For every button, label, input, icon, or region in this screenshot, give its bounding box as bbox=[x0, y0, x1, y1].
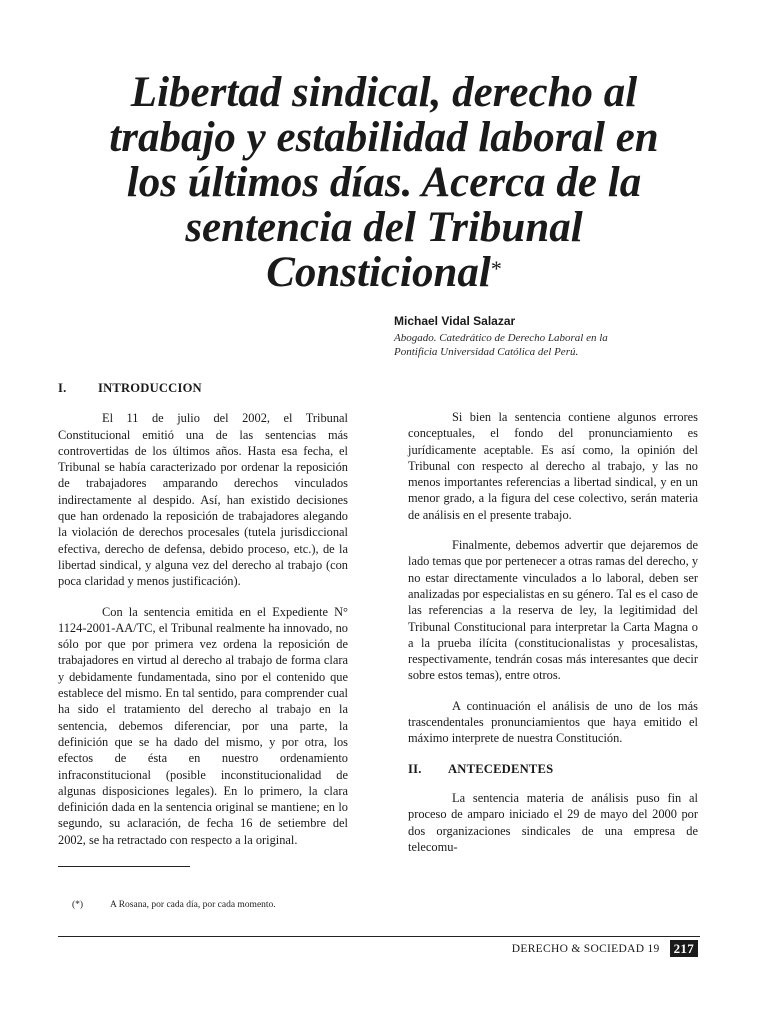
author-block bbox=[394, 314, 724, 359]
article-title bbox=[50, 70, 718, 295]
title-line-text: Consticional bbox=[266, 249, 491, 296]
paragraph: El 11 de julio del 2002, el Tribunal Constitucional emitió una de las sentencias más controvertidas de los últimos años. Hasta esa fecha, el Tribunal se había caracterizado por ordenar la reposición de trabajadores amparando derechos vinculados indirectamente al despido. Así, han existido decisiones que han ordenado la reposición de trabajadores alegando la violación de derechos procesales (tutela jurisdiccional efectiva, derecho de defensa, debido proceso, etc.), de la libertad sindical, y alguna vez del derecho al trabajo (con poca claridad y menos justificación). bbox=[58, 411, 348, 589]
page-footer bbox=[512, 940, 698, 957]
footnote-text: A Rosana, por cada día, por cada momento. bbox=[110, 900, 276, 910]
title-line: trabajo y estabilidad laboral en bbox=[109, 114, 659, 161]
page-number: 217 bbox=[670, 940, 698, 957]
author-name: Michael Vidal Salazar bbox=[394, 314, 516, 328]
paragraph: La sentencia materia de análisis puso fin al proceso de amparo iniciado el 29 de mayo del 2000 por dos organizaciones sindicales de una empresa de telecomu- bbox=[408, 790, 698, 854]
right-column bbox=[408, 409, 698, 869]
section-heading-antecedentes bbox=[408, 761, 698, 777]
paragraph: Si bien la sentencia contiene algunos errores conceptuales, el fondo del pronunciamiento es jurídicamente aceptable. Es así como, la opinión del Tribunal con respecto al derecho al trabajo, y las no menos importantes referencias a libertad sindical, y en un menor grado, a la figura del cese colectivo, serán materia de análisis en el presente trabajo. bbox=[408, 410, 698, 522]
title-footnote-mark: * bbox=[490, 256, 502, 281]
paragraph: A continuación el análisis de uno de los más trascendentales pronunciamientos que haya emitido el máximo interprete de nuestra Constitución. bbox=[408, 698, 698, 746]
footnote bbox=[72, 900, 276, 910]
footer-divider bbox=[58, 936, 700, 937]
title-line-last bbox=[50, 250, 718, 295]
section-heading-intro bbox=[58, 380, 348, 396]
section-title: ANTECEDENTES bbox=[448, 761, 554, 776]
affiliation-line: Pontificia Universidad Católica del Perú. bbox=[394, 346, 579, 358]
footnote-mark: (*) bbox=[72, 900, 84, 910]
journal-name: DERECHO & SOCIEDAD 19 bbox=[511, 942, 660, 955]
title-line: sentencia del Tribunal bbox=[185, 204, 583, 251]
section-number: II. bbox=[408, 761, 422, 776]
section-title: INTRODUCCION bbox=[98, 381, 202, 395]
paragraph: Con la sentencia emitida en el Expediente N° 1124-2001-AA/TC, el Tribunal realmente ha innovado, no sólo por que por primera vez ordena la reposición de trabajadores en virtud al derecho al trabajo de forma clara y debidamente fundamentada, sino por el contenido que establece del mismo. En tal sentido, para comprender cual ha sido el tratamiento del derecho al trabajo en la sentencia, debemos diferenciar, por una parte, la definición que se ha dado del mismo, y por otra, los efectos de ésta en nuestro ordenamiento infraconstitucional (posible inconstitucionalidad de algunas disposiciones legales). En lo primero, la clara definición dada en la sentencia original se mantiene; en lo segundo, su aclaración, de fecha 16 de setiembre del 2002, se ha retractado con respecto a la original. bbox=[58, 604, 348, 847]
left-column bbox=[58, 380, 348, 862]
title-line: los últimos días. Acerca de la bbox=[126, 159, 642, 206]
paragraph: Finalmente, debemos advertir que dejaremos de lado temas que por pertenecer a otras ramas del derecho, y no estar directamente vinculados a lo laboral, deben ser analizadas por especialistas en su género. Tal es el caso de las referencias a la reserva de ley, la legitimidad del Tribunal Constitucional para interpretar la Carta Magna o a la prueba ilícita (constitucionalistas y procesalistas, respectivamente, tendrán cosas más interesantes que decir sobre estos temas), entre otros. bbox=[408, 538, 699, 683]
section-number: I. bbox=[58, 381, 67, 395]
footnote-divider bbox=[58, 866, 190, 867]
title-line: Libertad sindical, derecho al bbox=[130, 69, 638, 116]
author-affiliation bbox=[394, 331, 724, 359]
affiliation-line: Abogado. Catedrático de Derecho Laboral en la bbox=[394, 332, 608, 344]
